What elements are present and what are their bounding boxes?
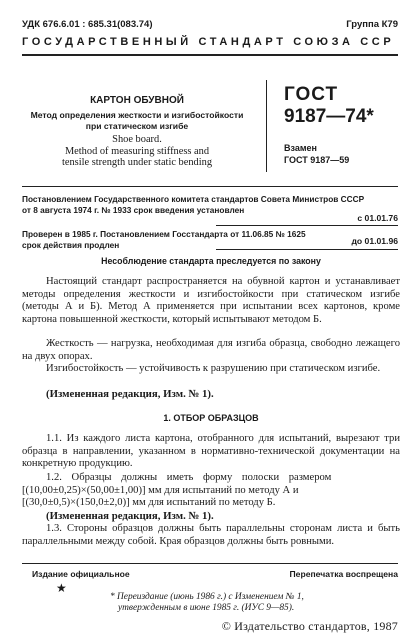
paragraph-bending-strength: Изгибостойкость — устойчивость к разрушению при статическом изгибе. [46, 363, 381, 374]
check-line2: срок действия продлен [22, 240, 120, 250]
standard-banner: ГОСУДАРСТВЕННЫЙ СТАНДАРТ СОЮЗА ССР [22, 36, 395, 48]
standard-name-en: Shoe board. [112, 134, 162, 145]
decree-line2: от 8 августа 1974 г. № 1933 срок введения установлен [22, 205, 245, 215]
date-until-rule [216, 249, 398, 250]
title-rule [22, 186, 398, 187]
gost-number: 9187—74* [284, 106, 374, 127]
reissue-note-line2: утвержденным в июне 1985 г. (ИУС 9—85). [118, 603, 295, 613]
date-until: до 01.01.96 [351, 236, 398, 246]
replaces-label: Взамен [284, 143, 317, 153]
paragraph-1-2-line1: 1.2. Образцы должны иметь форму полоски размером [46, 472, 332, 483]
star-icon: ★ [56, 581, 67, 595]
amendment-note-1: (Измененная редакция, Изм. № 1). [46, 388, 214, 400]
paragraph-1-1: 1.1. Из каждого листа картона, отобранного для испытаний, вырезают три образца в направлении, указанном в нормативно-технической документации на конкретную продукцию. [22, 433, 400, 470]
decree-line1: Постановлением Государственного комитета стандартов Совета Министров СССР [22, 194, 365, 204]
udk-code: УДК 676.6.01 : 685.31(083.74) [22, 19, 153, 30]
method-ru-line2: при статическом изгибе [85, 121, 189, 131]
reprint-prohibited: Перепечатка воспрещена [289, 569, 398, 579]
method-ru-line1: Метод определения жесткости и изгибостойкости [30, 110, 244, 120]
check-line1: Проверен в 1985 г. Постановлением Госстандарта от 11.06.85 № 1625 [22, 229, 306, 239]
method-en-line1: Method of measuring stiffness and [64, 146, 210, 157]
gost-label: ГОСТ [284, 84, 339, 105]
replaces-value: ГОСТ 9187—59 [284, 155, 350, 165]
paragraph-1-2-line3: [(30,0±0,5)×(150,0±2,0)] мм для испытаний по методу Б. [22, 497, 276, 508]
paragraph-1-2-line2: [(10,00±0,25)×(50,00±1,00)] мм для испытаний по методу А и [22, 485, 299, 496]
paragraph-stiffness: Жесткость — нагрузка, необходимая для изгиба образца, свободно лежащего на двух опорах. [22, 338, 400, 362]
footer-rule [22, 563, 398, 564]
paragraph-1-3: 1.3. Стороны образцов должны быть параллельны сторонам листа и быть параллельными между собой. Края образцов должны быть ровными. [22, 523, 400, 547]
title-divider [266, 80, 267, 172]
section-title: 1. ОТБОР ОБРАЗЦОВ [163, 413, 259, 423]
banner-rule [22, 54, 398, 56]
amendment-note-2: (Измененная редакция, Изм. № 1). [46, 510, 214, 522]
date-in-rule [216, 225, 398, 226]
official-edition: Издание официальное [32, 569, 130, 579]
law-notice: Несоблюдение стандарта преследуется по закону [101, 256, 321, 266]
reissue-note-line1: * Переиздание (июнь 1986 г.) с Изменением № 1, [110, 592, 304, 602]
method-en-line2: tensile strength under static bending [61, 157, 213, 168]
group-code: Группа К79 [346, 19, 398, 30]
date-in: с 01.01.76 [357, 213, 398, 223]
standard-name-ru: КАРТОН ОБУВНОЙ [90, 95, 184, 106]
copyright: © Издательство стандартов, 1987 [221, 619, 398, 633]
paragraph-scope: Настоящий стандарт распространяется на обувной картон и устанавливает методы определения жесткости и изгибостойкости при статическом изгибе (методы А и Б). Метод А применяется при испытании всех картонов, кроме картона повышенной жесткости, который испытывают методом Б. [22, 276, 400, 325]
